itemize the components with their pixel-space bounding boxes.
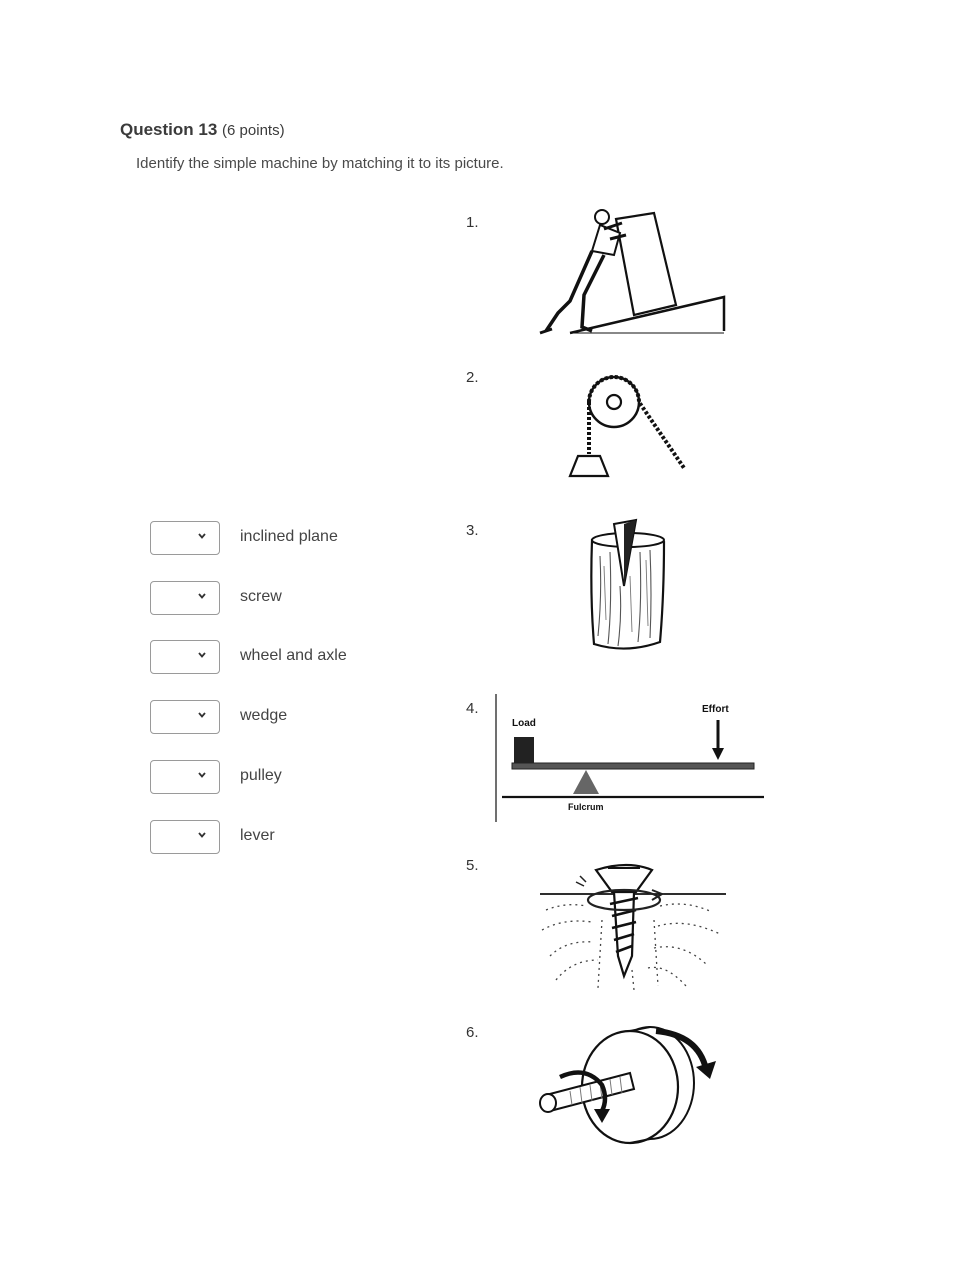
lever-illustration [490, 690, 770, 825]
inclined-plane-illustration [530, 205, 730, 337]
picture-number: 5. [466, 857, 479, 874]
match-row-lever [150, 820, 410, 856]
match-row-inclined-plane [150, 521, 410, 557]
match-row-pulley [150, 760, 410, 796]
match-row-wheel-and-axle [150, 640, 410, 676]
choice-label: pulley [240, 767, 282, 784]
question-title: Question 13 [120, 120, 218, 139]
chevron-down-icon [197, 830, 207, 840]
answer-select[interactable] [150, 820, 220, 854]
choice-label: screw [240, 588, 282, 605]
choice-label: lever [240, 827, 275, 844]
picture-number: 4. [466, 700, 479, 717]
screw-illustration [536, 860, 730, 992]
picture-number: 1. [466, 214, 479, 231]
picture-number: 3. [466, 522, 479, 539]
pulley-illustration [560, 372, 690, 484]
wheel-and-axle-illustration [530, 1015, 720, 1150]
chevron-down-icon [197, 591, 207, 601]
choice-label: inclined plane [240, 528, 338, 545]
chevron-down-icon [197, 650, 207, 660]
answer-select[interactable] [150, 581, 220, 615]
match-row-screw [150, 581, 410, 617]
match-row-wedge [150, 700, 410, 736]
question-header [120, 120, 285, 140]
answer-select[interactable] [150, 521, 220, 555]
question-instructions: Identify the simple machine by matching it to its picture. [136, 155, 504, 172]
chevron-down-icon [197, 710, 207, 720]
choice-label: wheel and axle [240, 647, 347, 664]
answer-select[interactable] [150, 760, 220, 794]
answer-select[interactable] [150, 640, 220, 674]
lever-load-label: Load [512, 718, 536, 729]
lever-effort-label: Effort [702, 704, 729, 715]
wedge-illustration [580, 516, 672, 656]
choice-label: wedge [240, 707, 288, 724]
picture-number: 2. [466, 369, 479, 386]
chevron-down-icon [197, 531, 207, 541]
lever-fulcrum-label: Fulcrum [568, 802, 604, 812]
question-points: (6 points) [222, 122, 285, 139]
answer-select[interactable] [150, 700, 220, 734]
chevron-down-icon [197, 770, 207, 780]
picture-number: 6. [466, 1024, 479, 1041]
